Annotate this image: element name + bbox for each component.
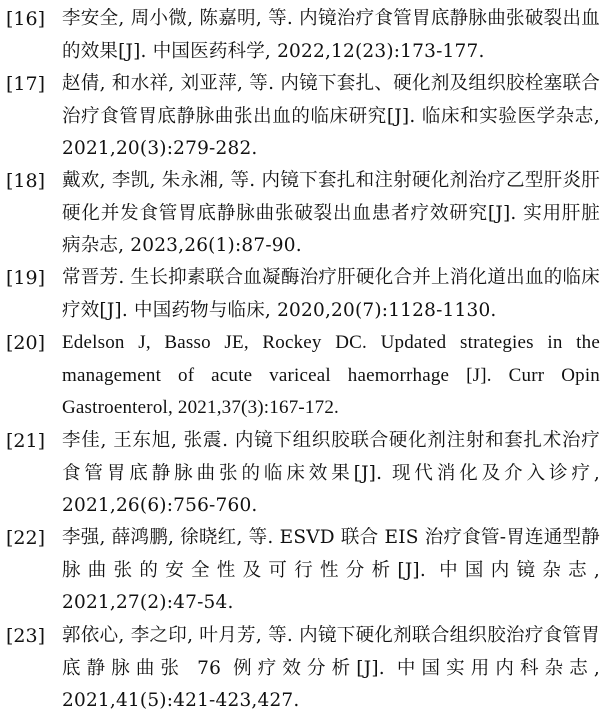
reference-text: 戴欢, 李凯, 朱永湘, 等. 内镜下套扎和注射硬化剂治疗乙型肝炎肝硬化并发食管胃底静脉曲张破裂出血患者疗效研究[J]. 实用肝脏病杂志, 2023,26(1):87-90. xyxy=(62,170,600,256)
reference-item xyxy=(0,165,614,263)
reference-text: Edelson J, Basso JE, Rockey DC. Updated strategies in the management of acute variceal haemorrhage [J]. Curr Opin Gastroenterol, 2021,37(3):167-172. xyxy=(62,332,600,418)
reference-number: [16] xyxy=(6,8,46,30)
reference-item xyxy=(0,620,614,718)
reference-number: [19] xyxy=(6,267,46,289)
reference-number: [21] xyxy=(6,430,46,452)
reference-item xyxy=(0,327,614,425)
reference-number: [22] xyxy=(6,527,46,549)
reference-item xyxy=(0,68,614,166)
reference-text: 李强, 薛鸿鹏, 徐晓红, 等. ESVD 联合 EIS 治疗食管-胃连通型静脉曲张的安全性及可行性分析[J]. 中国内镜杂志, 2021,27(2):47-54. xyxy=(62,527,600,613)
reference-item xyxy=(0,262,614,327)
reference-number: [18] xyxy=(6,170,46,192)
reference-item xyxy=(0,425,614,523)
reference-number: [23] xyxy=(6,625,46,647)
reference-text: 常晋芳. 生长抑素联合血凝酶治疗肝硬化合并上消化道出血的临床疗效[J]. 中国药物与临床, 2020,20(7):1128-1130. xyxy=(62,267,600,321)
reference-text: 李佳, 王东旭, 张震. 内镜下组织胶联合硬化剂注射和套扎术治疗食管胃底静脉曲张的临床效果[J]. 现代消化及介入诊疗, 2021,26(6):756-760. xyxy=(62,430,600,516)
reference-text: 郭依心, 李之印, 叶月芳, 等. 内镜下硬化剂联合组织胶治疗食管胃底静脉曲张 76 例疗效分析[J]. 中国实用内科杂志, 2021,41(5):421-423,427. xyxy=(62,625,600,711)
reference-text: 李安全, 周小微, 陈嘉明, 等. 内镜治疗食管胃底静脉曲张破裂出血的效果[J]. 中国医药科学, 2022,12(23):173-177. xyxy=(62,8,600,62)
reference-item xyxy=(0,522,614,620)
reference-text: 赵倩, 和水祥, 刘亚萍, 等. 内镜下套扎、硬化剂及组织胶栓塞联合治疗食管胃底静脉曲张出血的临床研究[J]. 临床和实验医学杂志, 2021,20(3):279-282. xyxy=(62,73,600,159)
reference-item xyxy=(0,3,614,68)
reference-number: [20] xyxy=(6,332,46,354)
reference-number: [17] xyxy=(6,73,46,95)
